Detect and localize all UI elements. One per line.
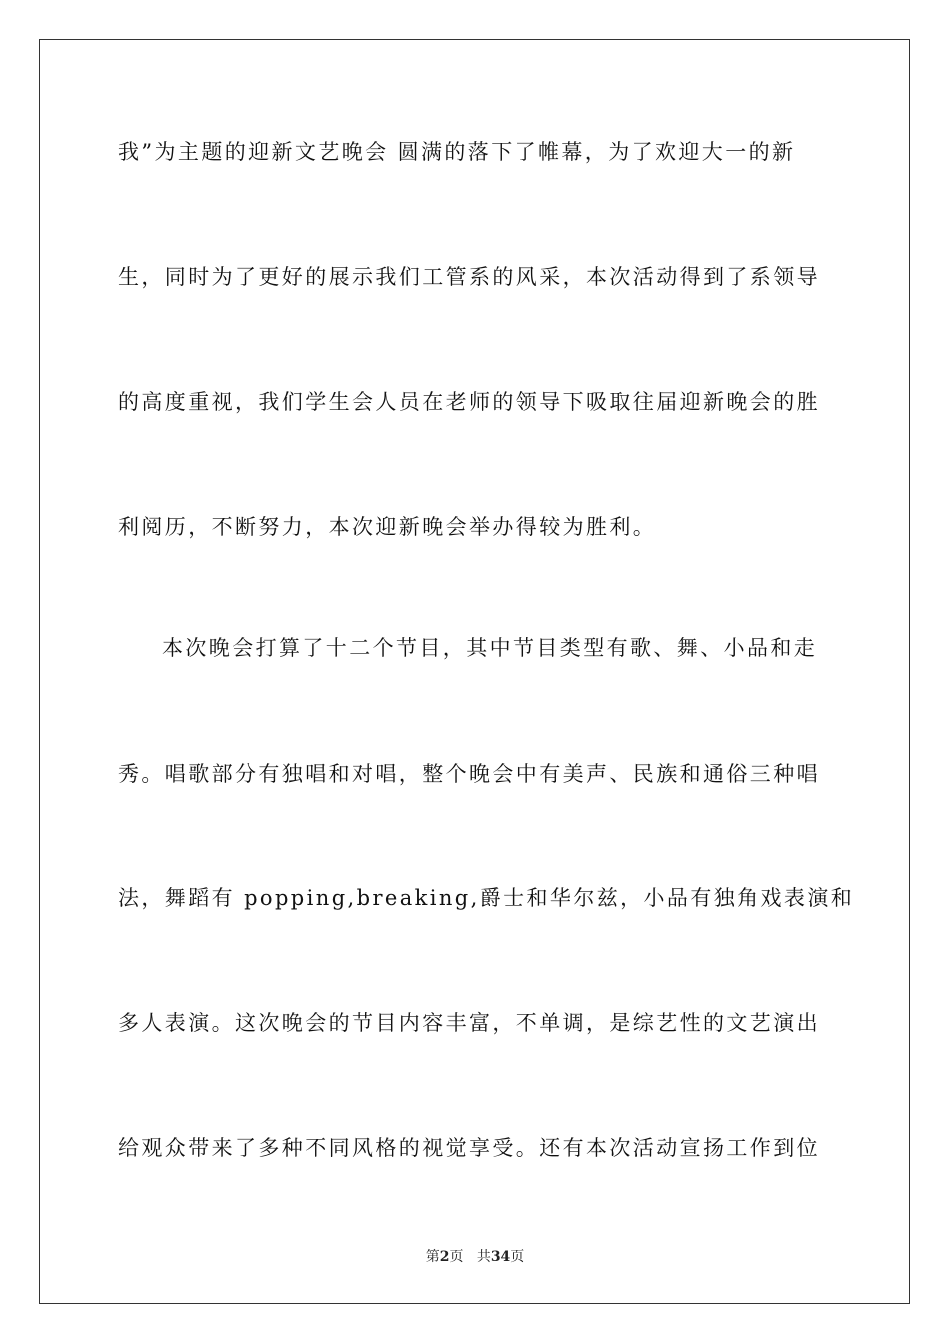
total-prefix: 共 [476, 1249, 491, 1265]
text-line: 我”为主题的迎新文艺晚会 圆满的落下了帷幕，为了欢迎大一的新 [118, 140, 796, 164]
text-line: 的高度重视，我们学生会人员在老师的领导下吸取往届迎新晚会的胜 [118, 390, 820, 414]
text-line: 给观众带来了多种不同风格的视觉享受。还有本次活动宣扬工作到位 [118, 1136, 820, 1160]
text-line: 多人表演。这次晚会的节目内容丰富，不单调，是综艺性的文艺演出 [118, 1011, 820, 1035]
text-line: 法，舞蹈有 popping,breaking,爵士和华尔兹，小品有独角戏表演和 [118, 886, 855, 910]
text-line: 利阅历，不断努力，本次迎新晚会举办得较为胜利。 [118, 515, 657, 539]
page-footer [0, 1248, 950, 1266]
total-pages: 34 [490, 1249, 511, 1265]
page-border [39, 39, 910, 1304]
page-suffix: 页 [449, 1249, 464, 1265]
text-line: 秀。唱歌部分有独唱和对唱，整个晚会中有美声、民族和通俗三种唱 [118, 762, 820, 786]
paragraph-first-line: 本次晚会打算了十二个节目，其中节目类型有歌、舞、小品和走 [162, 636, 818, 660]
total-suffix: 页 [510, 1249, 525, 1265]
page-prefix: 第 [425, 1249, 440, 1265]
page-number: 2 [439, 1249, 450, 1265]
text-line: 生，同时为了更好的展示我们工管系的风采，本次活动得到了系领导 [118, 265, 820, 289]
